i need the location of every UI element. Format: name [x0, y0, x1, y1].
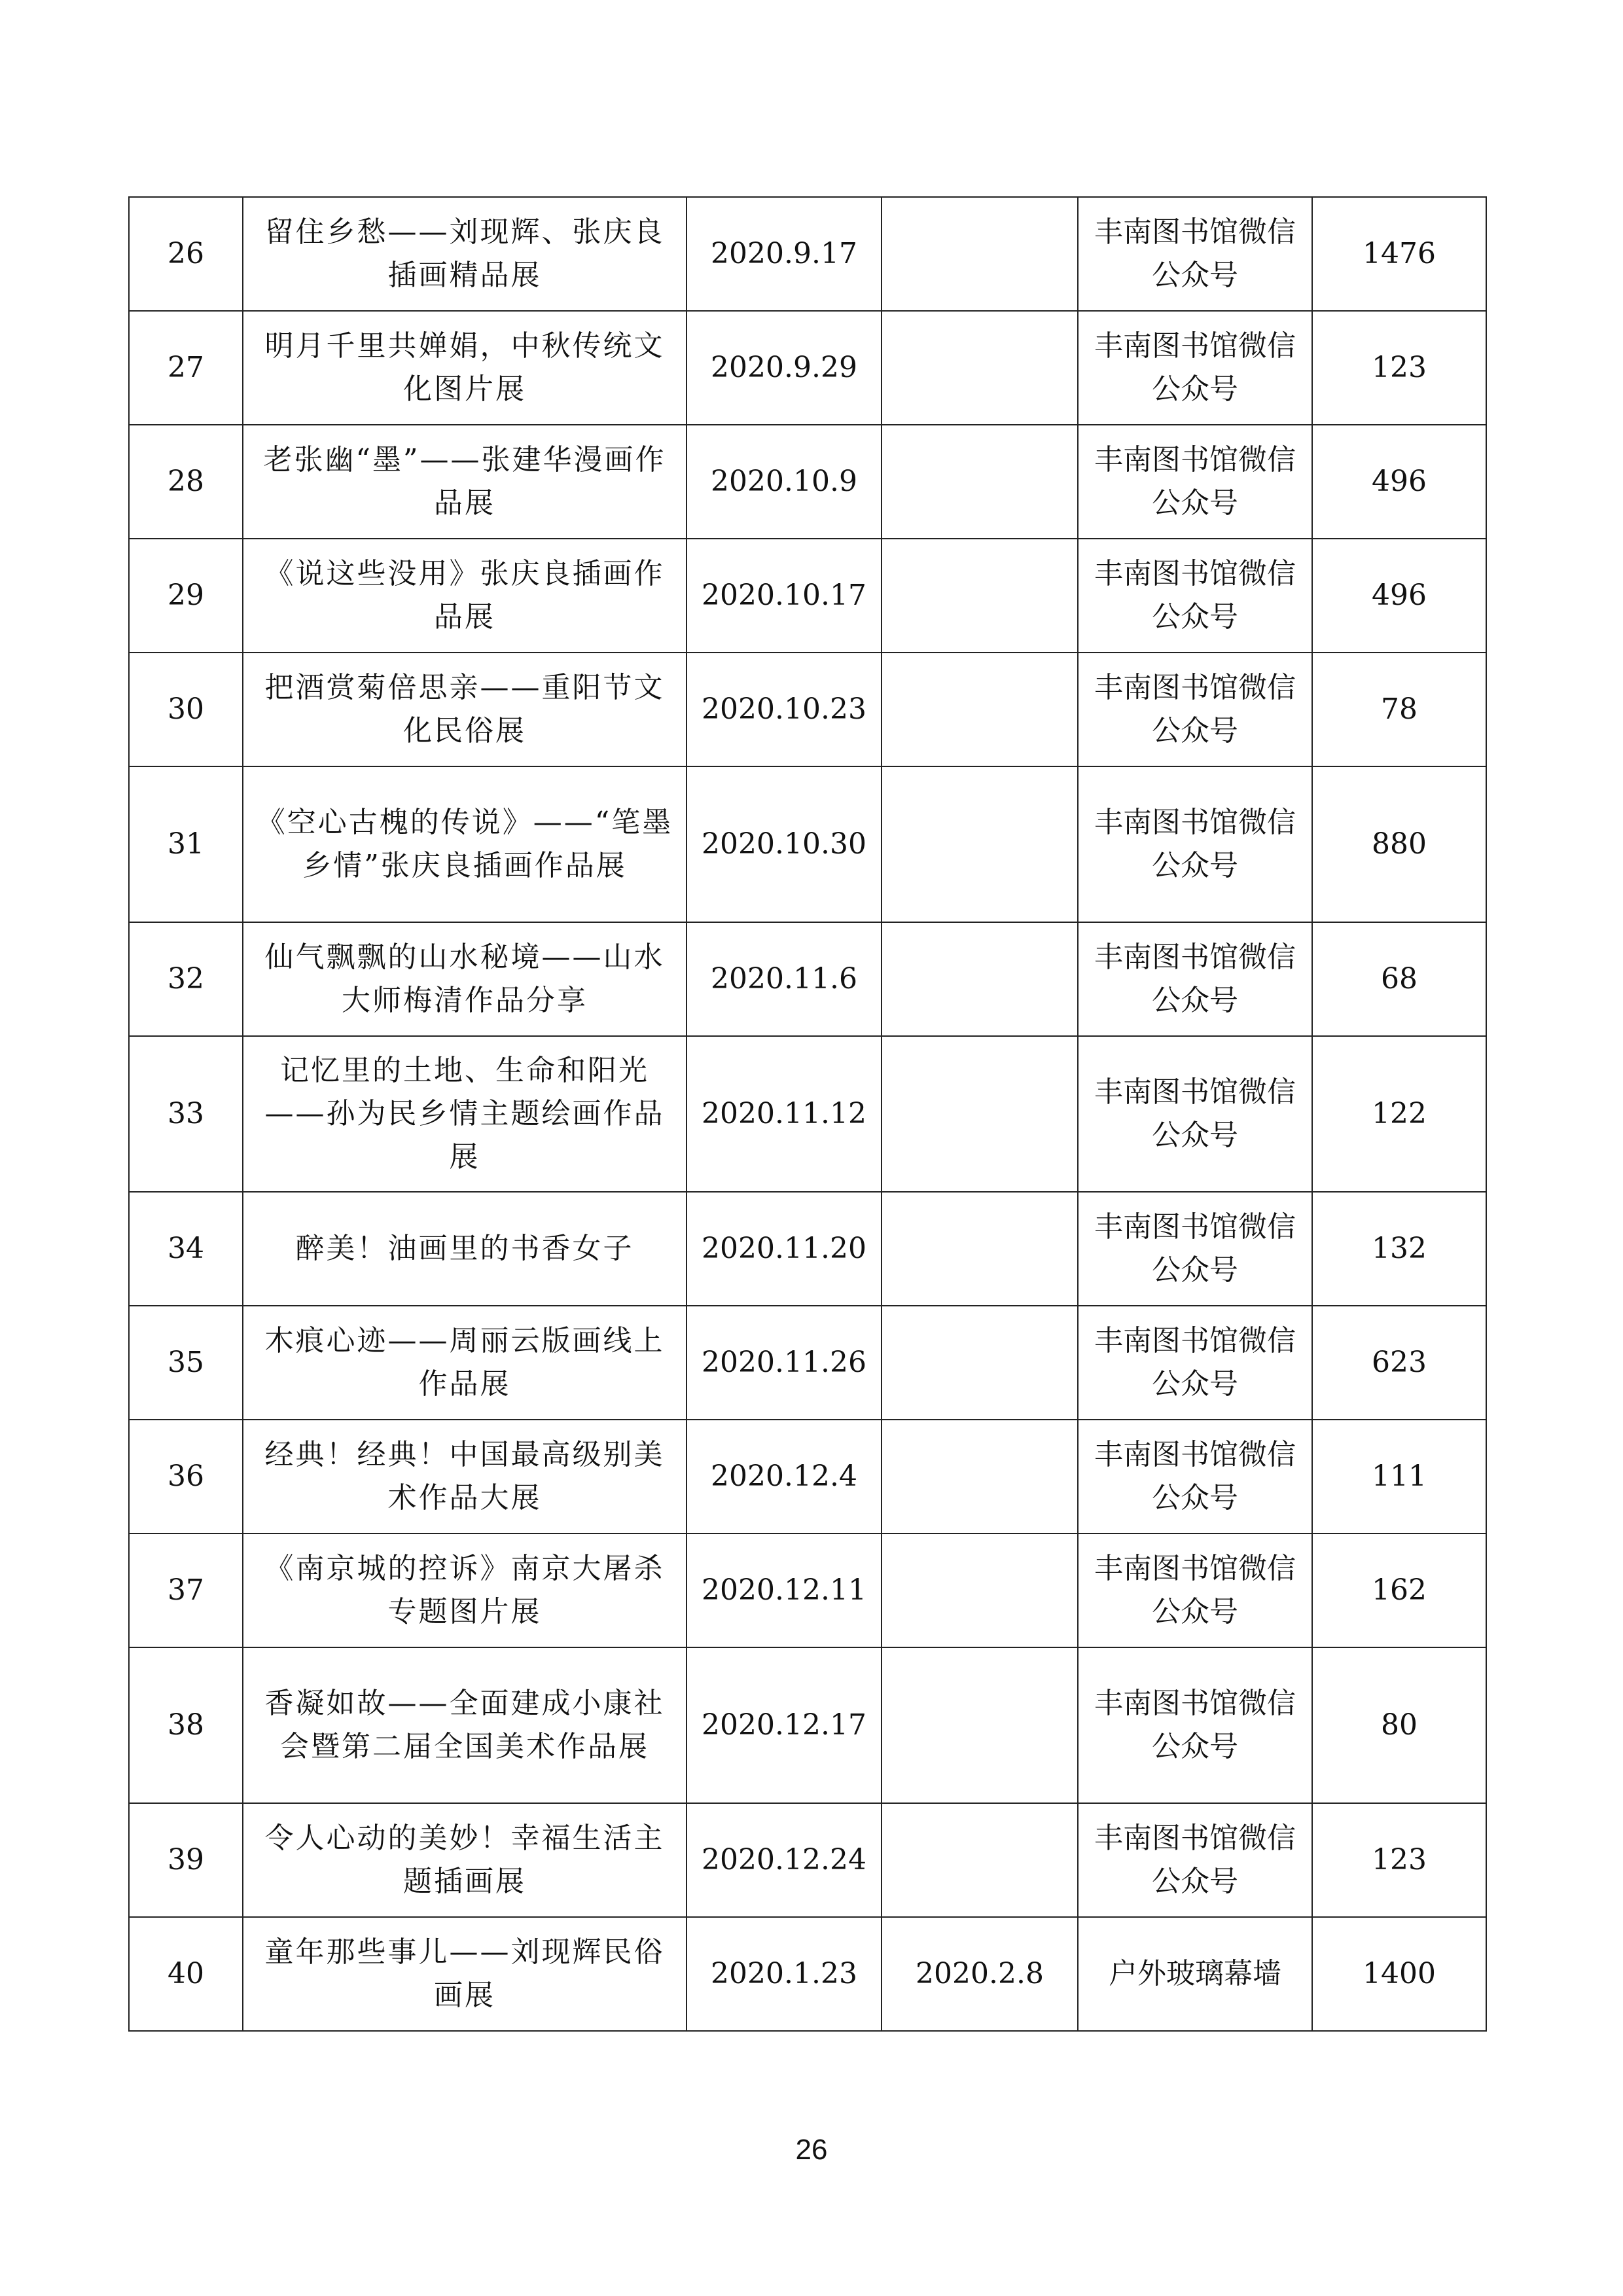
cell-end-date	[882, 1306, 1078, 1420]
cell-visitor-count: 1400	[1312, 1917, 1486, 2031]
cell-venue: 丰南图书馆微信公众号	[1078, 1420, 1312, 1534]
cell-exhibition-title: 留住乡愁——刘现辉、张庆良插画精品展	[243, 197, 687, 311]
cell-number: 31	[129, 766, 243, 922]
cell-start-date: 2020.11.12	[687, 1036, 882, 1192]
cell-exhibition-title: 《南京城的控诉》南京大屠杀专题图片展	[243, 1534, 687, 1647]
cell-venue: 户外玻璃幕墙	[1078, 1917, 1312, 2031]
cell-visitor-count: 880	[1312, 766, 1486, 922]
cell-start-date: 2020.10.17	[687, 539, 882, 653]
cell-exhibition-title: 香凝如故——全面建成小康社会暨第二届全国美术作品展	[243, 1647, 687, 1803]
cell-exhibition-title: 醉美！油画里的书香女子	[243, 1192, 687, 1306]
cell-end-date	[882, 425, 1078, 539]
cell-exhibition-title: 《空心古槐的传说》——“笔墨乡情”张庆良插画作品展	[243, 766, 687, 922]
cell-venue: 丰南图书馆微信公众号	[1078, 922, 1312, 1036]
cell-visitor-count: 123	[1312, 311, 1486, 425]
cell-venue: 丰南图书馆微信公众号	[1078, 1534, 1312, 1647]
cell-number: 40	[129, 1917, 243, 2031]
cell-venue: 丰南图书馆微信公众号	[1078, 425, 1312, 539]
cell-exhibition-title: 木痕心迹——周丽云版画线上作品展	[243, 1306, 687, 1420]
cell-exhibition-title: 经典！经典！中国最高级别美术作品大展	[243, 1420, 687, 1534]
cell-visitor-count: 123	[1312, 1803, 1486, 1917]
cell-start-date: 2020.11.20	[687, 1192, 882, 1306]
cell-start-date: 2020.10.9	[687, 425, 882, 539]
cell-end-date	[882, 311, 1078, 425]
cell-number: 30	[129, 653, 243, 766]
table-row	[129, 425, 1486, 539]
cell-start-date: 2020.12.17	[687, 1647, 882, 1803]
table-row	[129, 922, 1486, 1036]
cell-start-date: 2020.11.26	[687, 1306, 882, 1420]
cell-number: 38	[129, 1647, 243, 1803]
page-number: 26	[795, 2134, 828, 2166]
cell-end-date	[882, 1647, 1078, 1803]
cell-end-date	[882, 1036, 1078, 1192]
cell-number: 39	[129, 1803, 243, 1917]
cell-start-date: 2020.10.23	[687, 653, 882, 766]
cell-end-date	[882, 922, 1078, 1036]
cell-start-date: 2020.12.4	[687, 1420, 882, 1534]
cell-exhibition-title: 《说这些没用》张庆良插画作品展	[243, 539, 687, 653]
cell-venue: 丰南图书馆微信公众号	[1078, 1036, 1312, 1192]
exhibition-table	[128, 196, 1487, 2032]
cell-venue: 丰南图书馆微信公众号	[1078, 766, 1312, 922]
cell-end-date	[882, 197, 1078, 311]
cell-start-date: 2020.1.23	[687, 1917, 882, 2031]
cell-end-date	[882, 1192, 1078, 1306]
cell-start-date: 2020.11.6	[687, 922, 882, 1036]
cell-start-date: 2020.9.17	[687, 197, 882, 311]
cell-number: 27	[129, 311, 243, 425]
cell-visitor-count: 68	[1312, 922, 1486, 1036]
cell-visitor-count: 496	[1312, 425, 1486, 539]
cell-end-date	[882, 1803, 1078, 1917]
table-row	[129, 653, 1486, 766]
table-row	[129, 197, 1486, 311]
cell-start-date: 2020.12.24	[687, 1803, 882, 1917]
cell-visitor-count: 132	[1312, 1192, 1486, 1306]
cell-visitor-count: 80	[1312, 1647, 1486, 1803]
cell-venue: 丰南图书馆微信公众号	[1078, 1803, 1312, 1917]
cell-exhibition-title: 仙气飘飘的山水秘境——山水大师梅清作品分享	[243, 922, 687, 1036]
table-row	[129, 1534, 1486, 1647]
cell-venue: 丰南图书馆微信公众号	[1078, 311, 1312, 425]
cell-number: 33	[129, 1036, 243, 1192]
cell-venue: 丰南图书馆微信公众号	[1078, 197, 1312, 311]
table-row	[129, 1192, 1486, 1306]
cell-end-date	[882, 766, 1078, 922]
cell-exhibition-title: 明月千里共婵娟，中秋传统文化图片展	[243, 311, 687, 425]
cell-exhibition-title: 令人心动的美妙！幸福生活主题插画展	[243, 1803, 687, 1917]
cell-number: 32	[129, 922, 243, 1036]
cell-venue: 丰南图书馆微信公众号	[1078, 653, 1312, 766]
cell-exhibition-title: 童年那些事儿——刘现辉民俗画展	[243, 1917, 687, 2031]
cell-start-date: 2020.9.29	[687, 311, 882, 425]
cell-visitor-count: 78	[1312, 653, 1486, 766]
table-row	[129, 766, 1486, 922]
cell-number: 34	[129, 1192, 243, 1306]
table-row	[129, 1036, 1486, 1192]
cell-exhibition-title: 把酒赏菊倍思亲——重阳节文化民俗展	[243, 653, 687, 766]
table-row	[129, 311, 1486, 425]
cell-visitor-count: 496	[1312, 539, 1486, 653]
table-row	[129, 539, 1486, 653]
cell-visitor-count: 1476	[1312, 197, 1486, 311]
cell-number: 35	[129, 1306, 243, 1420]
cell-end-date	[882, 1534, 1078, 1647]
cell-number: 29	[129, 539, 243, 653]
cell-start-date: 2020.12.11	[687, 1534, 882, 1647]
cell-visitor-count: 623	[1312, 1306, 1486, 1420]
cell-number: 36	[129, 1420, 243, 1534]
cell-venue: 丰南图书馆微信公众号	[1078, 539, 1312, 653]
table-body	[129, 197, 1486, 2031]
cell-exhibition-title: 老张幽“墨”——张建华漫画作品展	[243, 425, 687, 539]
table-row	[129, 1803, 1486, 1917]
cell-visitor-count: 122	[1312, 1036, 1486, 1192]
cell-venue: 丰南图书馆微信公众号	[1078, 1647, 1312, 1803]
cell-visitor-count: 162	[1312, 1534, 1486, 1647]
table-row	[129, 1647, 1486, 1803]
cell-end-date	[882, 653, 1078, 766]
cell-number: 28	[129, 425, 243, 539]
cell-end-date	[882, 1420, 1078, 1534]
cell-end-date: 2020.2.8	[882, 1917, 1078, 2031]
cell-exhibition-title: 记忆里的土地、生命和阳光——孙为民乡情主题绘画作品展	[243, 1036, 687, 1192]
cell-start-date: 2020.10.30	[687, 766, 882, 922]
cell-end-date	[882, 539, 1078, 653]
cell-visitor-count: 111	[1312, 1420, 1486, 1534]
cell-venue: 丰南图书馆微信公众号	[1078, 1306, 1312, 1420]
cell-venue: 丰南图书馆微信公众号	[1078, 1192, 1312, 1306]
cell-number: 26	[129, 197, 243, 311]
table-row	[129, 1420, 1486, 1534]
table-row	[129, 1917, 1486, 2031]
cell-number: 37	[129, 1534, 243, 1647]
table-row	[129, 1306, 1486, 1420]
